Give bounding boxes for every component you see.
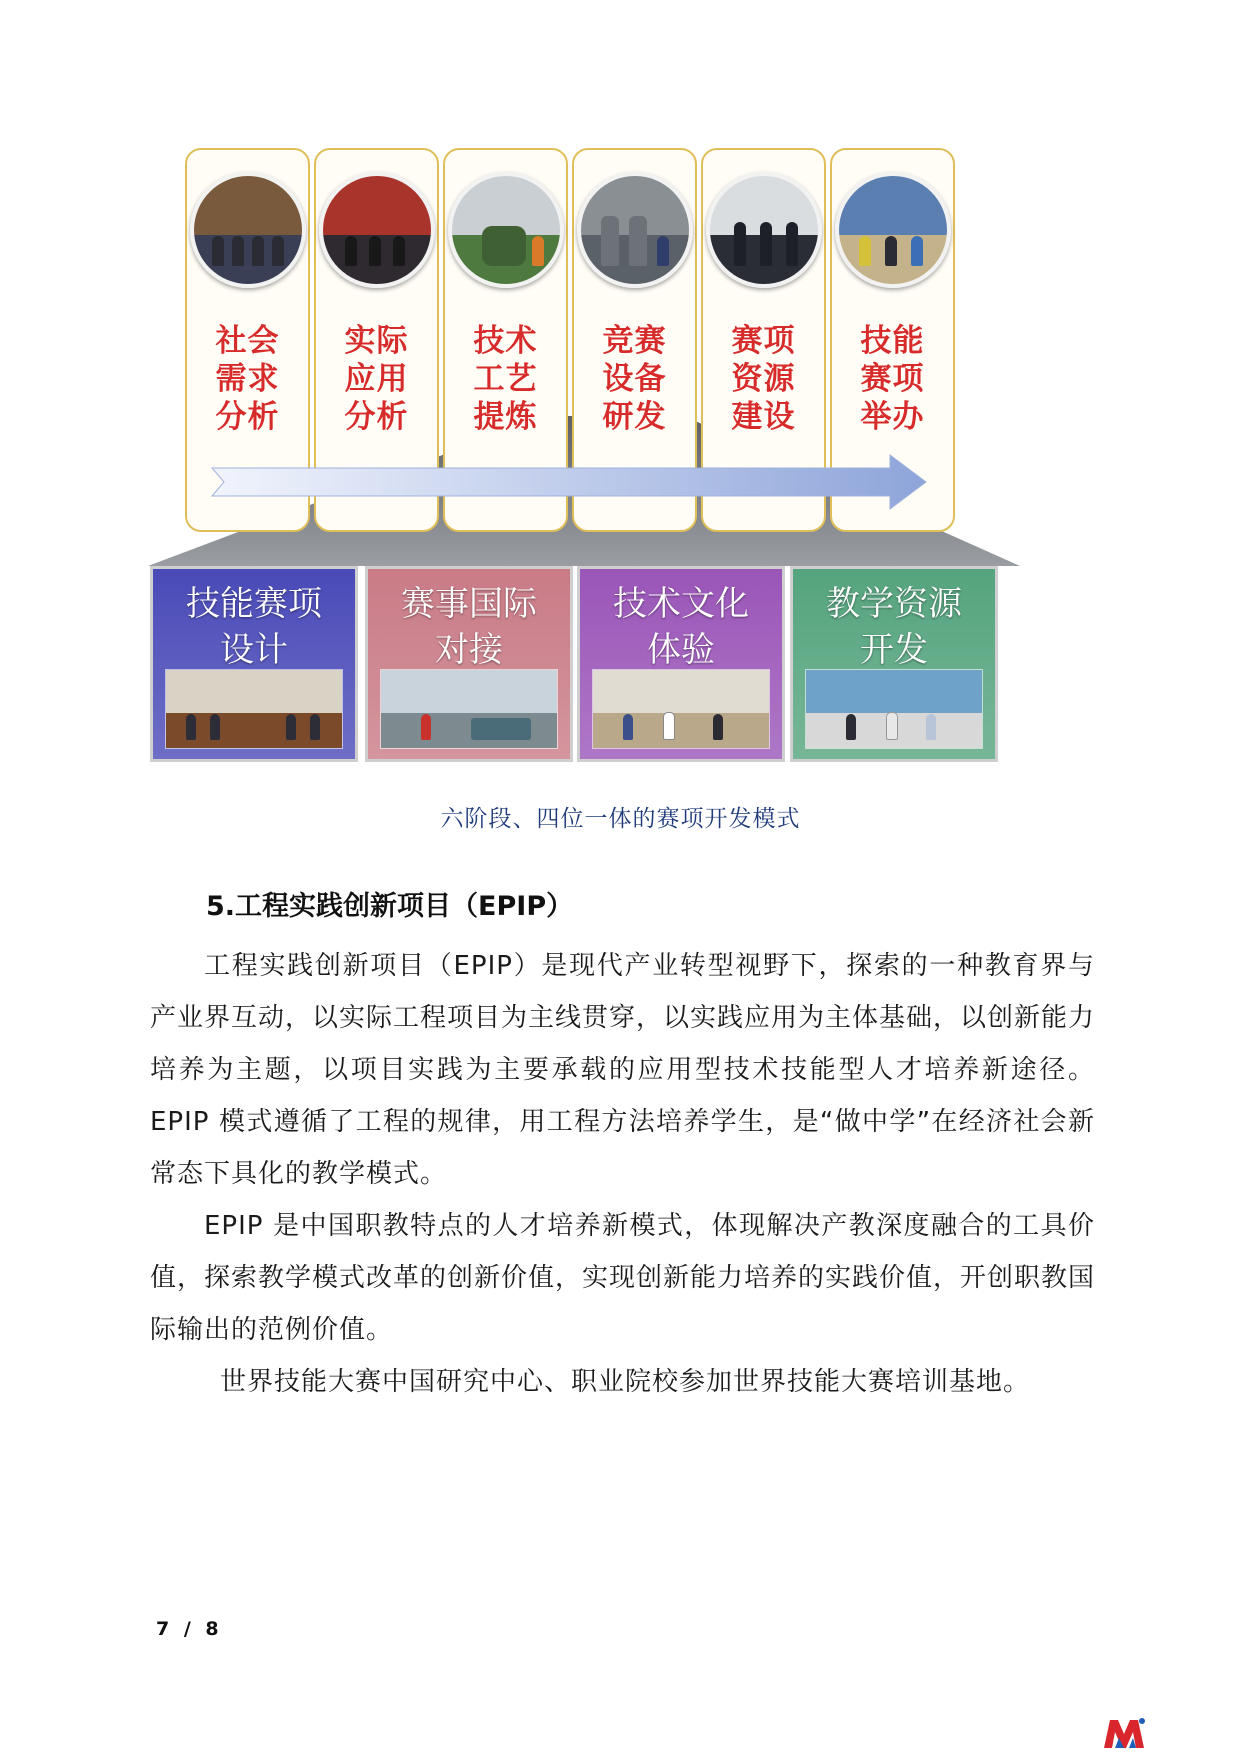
stage-photo xyxy=(835,172,951,288)
stage-label: 竞赛 设备 研发 xyxy=(602,323,667,435)
paragraph: EPIP 是中国职教特点的人才培养新模式，体现解决产教深度融合的工具价值，探索教学模式改革的创新价值，实现创新能力培养的实践价值，开创职教国际输出的范例价值。 xyxy=(150,1211,1096,1345)
stage-card xyxy=(830,148,955,532)
paragraph: 世界技能大赛中国研究中心、职业院校参加世界技能大赛培训基地。 xyxy=(220,1367,1031,1397)
page-number: 7 / 8 xyxy=(156,1618,223,1640)
stage-label: 赛项 资源 建设 xyxy=(731,323,796,435)
pillar-panel xyxy=(577,566,785,762)
pillar-title: 技能赛项 设计 xyxy=(186,584,322,670)
stage-label: 技能 赛项 举办 xyxy=(860,323,925,435)
stage-photo xyxy=(706,172,822,288)
pillar-panel xyxy=(365,566,573,762)
figure-caption: 六阶段、四位一体的赛项开发模式 xyxy=(440,806,801,832)
stage-photo xyxy=(190,172,306,288)
stage-photo xyxy=(577,172,693,288)
pillar-photo xyxy=(805,669,983,749)
development-model-diagram xyxy=(0,0,1241,790)
stage-label: 社会 需求 分析 xyxy=(215,323,280,435)
stage-photo xyxy=(319,172,435,288)
pillar-photo xyxy=(592,669,770,749)
pillar-title: 赛事国际 对接 xyxy=(401,584,537,670)
stage-photo xyxy=(448,172,564,288)
pillar-title: 技术文化 体验 xyxy=(613,584,749,670)
pillar-panel xyxy=(150,566,358,762)
stage-card xyxy=(572,148,697,532)
stage-card xyxy=(701,148,826,532)
stage-card xyxy=(314,148,439,532)
stage-card xyxy=(185,148,310,532)
pillar-title: 教学资源 开发 xyxy=(826,584,962,670)
m-logo-icon xyxy=(1102,1716,1146,1750)
stage-card xyxy=(443,148,568,532)
section-title: 5.工程实践创新项目（EPIP） xyxy=(206,891,574,922)
stage-label: 技术 工艺 提炼 xyxy=(473,323,538,435)
pillar-photo xyxy=(380,669,558,749)
stage-label: 实际 应用 分析 xyxy=(344,323,409,435)
paragraph: 工程实践创新项目（EPIP）是现代产业转型视野下，探索的一种教育界与产业界互动，以实际工程项目为主线贯穿，以实践应用为主体基础，以创新能力培养为主题，以项目实践为主要承载的应用型技术技能型人才培养新途径。EPIP 模式遵循了工程的规律，用工程方法培养学生，是“做中学”在经济社会新常态下具化的教学模式。 xyxy=(150,951,1096,1189)
pillar-photo xyxy=(165,669,343,749)
pillar-panel xyxy=(790,566,998,762)
